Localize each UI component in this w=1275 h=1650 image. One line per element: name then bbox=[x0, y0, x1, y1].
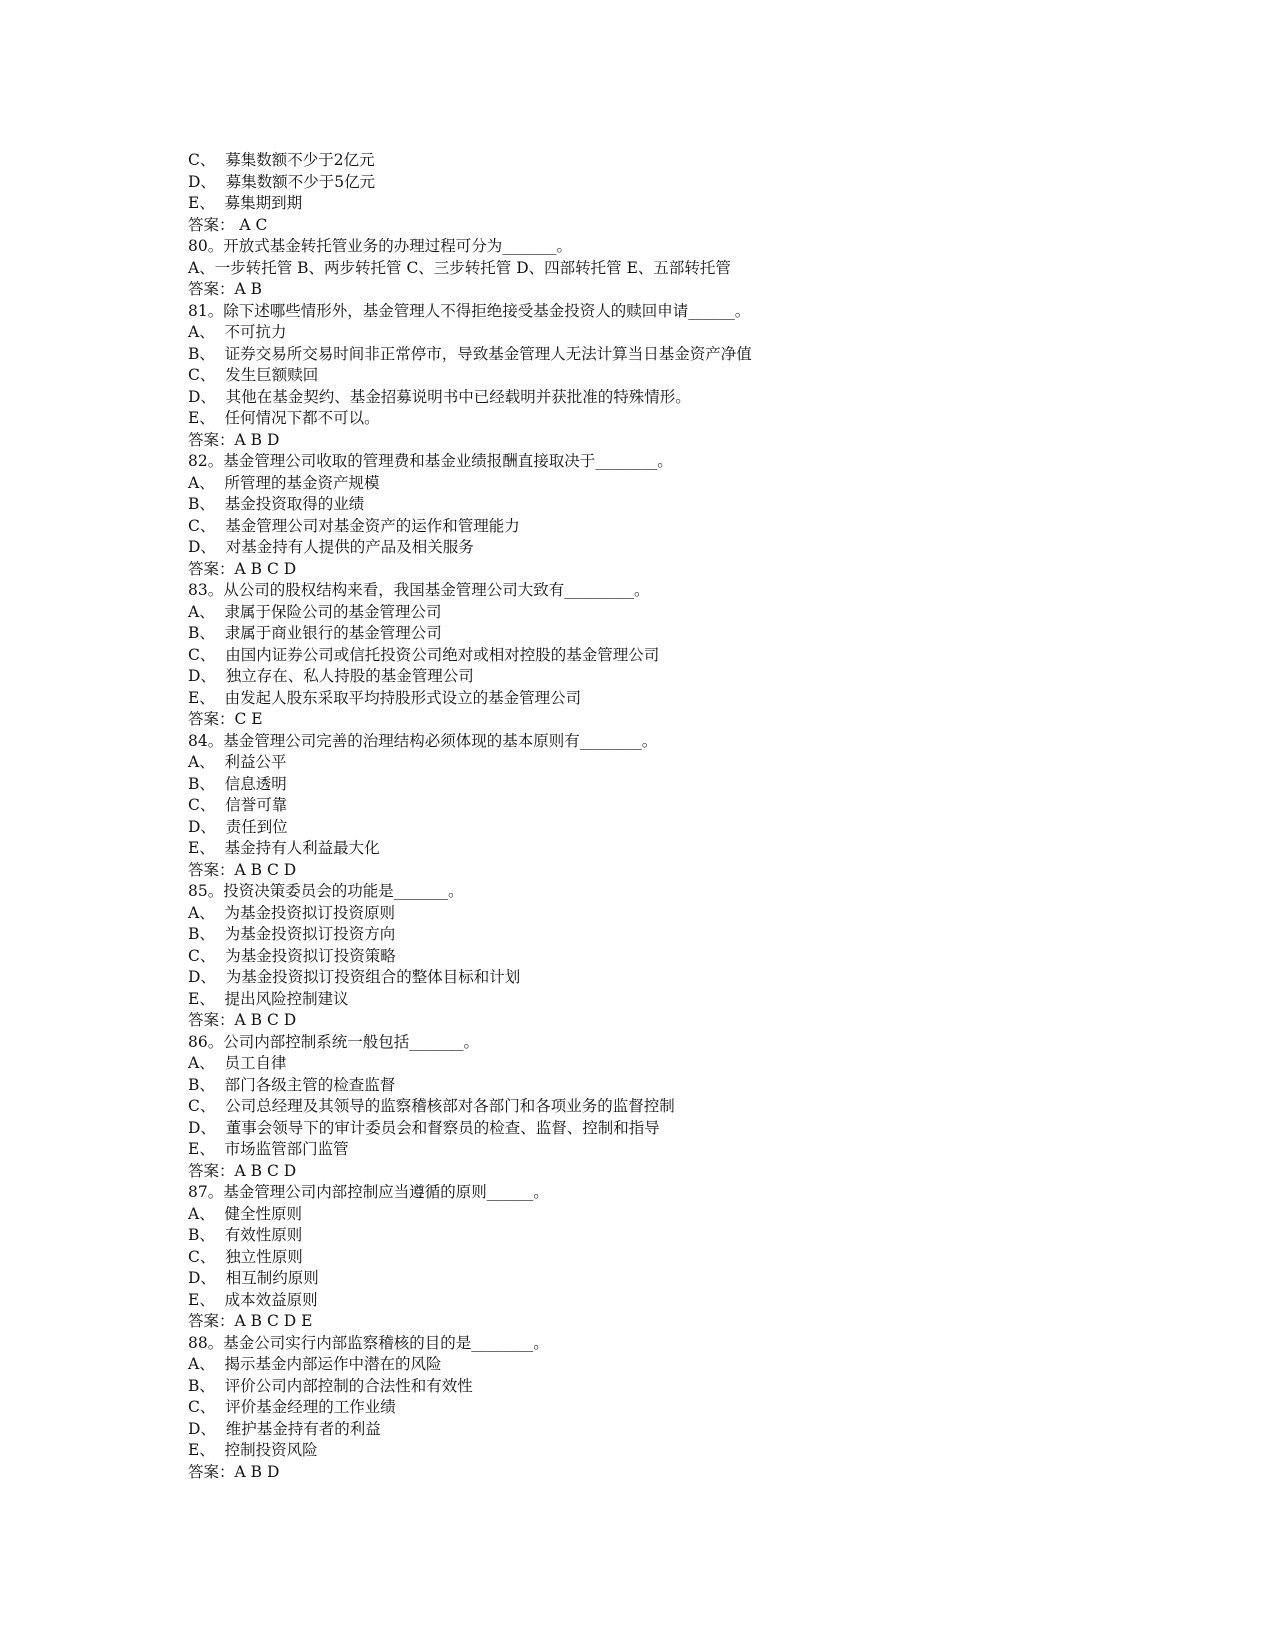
question-line: 85。投资决策委员会的功能是_______。 bbox=[188, 882, 464, 900]
option-line: C、 发生巨额赎回 bbox=[188, 366, 319, 384]
option-line: C、 由国内证券公司或信托投资公司绝对或相对控股的基金管理公司 bbox=[188, 645, 660, 664]
option-line: C、 为基金投资拟订投资策略 bbox=[188, 946, 396, 965]
option-line: A、 健全性原则 bbox=[188, 1204, 303, 1223]
option-line: A、一步转托管 B、两步转托管 C、三步转托管 D、四部转托管 E、五部转托管 bbox=[188, 258, 731, 277]
question-line: 86。公司内部控制系统一般包括_______。 bbox=[188, 1032, 479, 1051]
option-line: B、 部门各级主管的检查监督 bbox=[188, 1075, 396, 1094]
option-line: D、 相互制约原则 bbox=[188, 1269, 319, 1287]
option-line: A、 所管理的基金资产规模 bbox=[188, 473, 380, 492]
option-line: A、 为基金投资拟订投资原则 bbox=[188, 903, 396, 922]
answer-line: 答案：A B C D E bbox=[188, 1312, 313, 1330]
option-line: A、 隶属于保险公司的基金管理公司 bbox=[188, 602, 442, 621]
option-line: D、 为基金投资拟订投资组合的整体目标和计划 bbox=[188, 968, 521, 986]
answer-line: 答案：A B C D bbox=[188, 1161, 297, 1180]
question-line: 82。基金管理公司收取的管理费和基金业绩报酬直接取决于________。 bbox=[188, 452, 673, 470]
document-page bbox=[188, 150, 1088, 1483]
option-line: B、 评价公司内部控制的合法性和有效性 bbox=[188, 1376, 473, 1395]
option-line: E、 成本效益原则 bbox=[188, 1290, 318, 1309]
option-line: D、 维护基金持有者的利益 bbox=[188, 1419, 381, 1438]
option-line: C、 评价基金经理的工作业绩 bbox=[188, 1398, 396, 1416]
option-line: E、 市场监管部门监管 bbox=[188, 1140, 349, 1158]
option-line: B、 为基金投资拟订投资方向 bbox=[188, 925, 396, 943]
option-line: C、 独立性原则 bbox=[188, 1247, 303, 1266]
question-line: 84。基金管理公司完善的治理结构必须体现的基本原则有________。 bbox=[188, 731, 658, 750]
option-line: B、 信息透明 bbox=[188, 774, 287, 793]
question-line: 81。除下述哪些情形外，基金管理人不得拒绝接受基金投资人的赎回申请______。 bbox=[188, 301, 751, 320]
option-line: E、 提出风险控制建议 bbox=[188, 989, 349, 1008]
option-line: D、 独立存在、私人持股的基金管理公司 bbox=[188, 667, 474, 685]
answer-line: 答案：A B C D bbox=[188, 1011, 297, 1029]
option-line: D、 责任到位 bbox=[188, 817, 288, 836]
answer-line: 答案：A B C D bbox=[188, 860, 297, 879]
question-line: 88。基金公司实行内部监察稽核的目的是________。 bbox=[188, 1333, 549, 1352]
option-line: C、 公司总经理及其领导的监察稽核部对各部门和各项业务的监督控制 bbox=[188, 1097, 675, 1115]
option-line: B、 有效性原则 bbox=[188, 1226, 303, 1244]
option-line: A、 员工自律 bbox=[188, 1054, 287, 1072]
answer-line: 答案： A C bbox=[188, 215, 268, 234]
option-line: D、 对基金持有人提供的产品及相关服务 bbox=[188, 538, 474, 556]
option-line: D、 其他在基金契约、基金招募说明书中已经载明并获批准的特殊情形。 bbox=[188, 387, 691, 406]
answer-line: 答案：A B D bbox=[188, 1462, 280, 1481]
option-line: D、 董事会领导下的审计委员会和督察员的检查、监督、控制和指导 bbox=[188, 1118, 660, 1137]
answer-line: 答案：A B bbox=[188, 280, 263, 298]
option-line: E、 任何情况下都不可以。 bbox=[188, 409, 380, 427]
option-line: B、 证券交易所交易时间非正常停市，导致基金管理人无法计算当日基金资产净值 bbox=[188, 344, 752, 363]
option-line: E、 控制投资风险 bbox=[188, 1441, 318, 1459]
option-line: E、 由发起人股东采取平均持股形式设立的基金管理公司 bbox=[188, 688, 582, 707]
option-line: C、 信誉可靠 bbox=[188, 796, 288, 814]
option-line: D、 募集数额不少于5亿元 bbox=[188, 172, 376, 191]
option-line: C、 基金管理公司对基金资产的运作和管理能力 bbox=[188, 516, 520, 535]
question-line: 80。开放式基金转托管业务的办理过程可分为_______。 bbox=[188, 237, 572, 255]
answer-line: 答案：A B C D bbox=[188, 559, 297, 578]
question-line: 83。从公司的股权结构来看，我国基金管理公司大致有_________。 bbox=[188, 581, 650, 599]
option-line: A、 揭示基金内部运作中潜在的风险 bbox=[188, 1355, 442, 1373]
answer-line: 答案：A B D bbox=[188, 430, 280, 449]
option-line: A、 利益公平 bbox=[188, 753, 287, 771]
option-line: E、 基金持有人利益最大化 bbox=[188, 839, 380, 857]
option-line: B、 基金投资取得的业绩 bbox=[188, 495, 365, 513]
option-line: A、 不可抗力 bbox=[188, 323, 287, 341]
option-line: C、 募集数额不少于2亿元 bbox=[188, 151, 375, 169]
answer-line: 答案：C E bbox=[188, 710, 263, 728]
option-line: B、 隶属于商业银行的基金管理公司 bbox=[188, 624, 442, 642]
question-line: 87。基金管理公司内部控制应当遵循的原则______。 bbox=[188, 1183, 549, 1201]
option-line: E、 募集期到期 bbox=[188, 194, 303, 212]
